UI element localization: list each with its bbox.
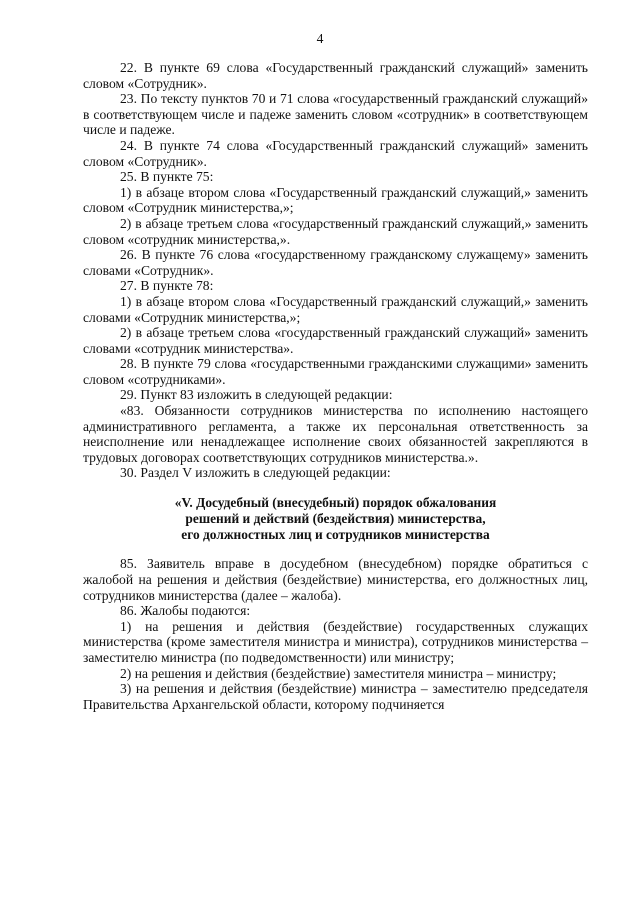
paragraph-27-item-2: 2) в абзаце третьем слова «государственный гражданский служащий» заменить словами «сотрудник министерства». [83, 325, 588, 356]
paragraph-26: 26. В пункте 76 слова «государственному гражданскому служащему» заменить словами «Сотрудник». [83, 247, 588, 278]
paragraph-83-text: «83. Обязанности сотрудников министерства по исполнению настоящего административного регламента, а также их персональная ответственность за неисполнение или ненадлежащее исполнение своих обязанностей закрепляются в трудовых договорах соответствующих сотрудников министерства.». [83, 403, 588, 465]
paragraph-29: 29. Пункт 83 изложить в следующей редакции: [120, 387, 393, 403]
paragraph-85: 85. Заявитель вправе в досудебном (внесудебном) порядке обратиться с жалобой на решения и действия (бездействие) министерства, его должностных лиц, сотрудников министерства (далее – жалоба). [83, 556, 588, 603]
paragraph-22: 22. В пункте 69 слова «Государственный гражданский служащий» заменить словом «Сотрудник». [83, 60, 588, 91]
paragraph-25-item-1: 1) в абзаце втором слова «Государственный гражданский служащий,» заменить словом «Сотрудник министерства,»; [83, 184, 588, 216]
section-heading [83, 495, 588, 542]
paragraph-24: 24. В пункте 74 слова «Государственный гражданский служащий» заменить словом «Сотрудник». [83, 137, 588, 169]
page-number: 4 [316, 31, 324, 46]
paragraph-86: 86. Жалобы подаются: [120, 603, 251, 619]
section-heading-line-3: его должностных лиц и сотрудников министерства [181, 526, 490, 542]
spacer [83, 542, 588, 556]
paragraph-30: 30. Раздел V изложить в следующей редакции: [120, 465, 391, 481]
paragraph-27-item-1: 1) в абзаце втором слова «Государственный гражданский служащий,» заменить словами «Сотрудник министерства,»; [83, 293, 588, 325]
paragraph-86-item-1: 1) на решения и действия (бездействие) государственных служащих министерства (кроме заместителя министра и министра), сотрудников министерства – заместителю министра (по подведомственности) или министру; [83, 618, 588, 665]
paragraph-28: 28. В пункте 79 слова «государственными гражданскими служащими» заменить словом «сотрудниками». [83, 356, 588, 387]
paragraph-25: 25. В пункте 75: [120, 169, 214, 185]
section-heading-line-2: решений и действий (бездействия) министерства, [185, 510, 486, 526]
paragraph-86-item-3: 3) на решения и действия (бездействие) министра – заместителю председателя Правительства Архангельской области, которому подчиняется [83, 681, 588, 712]
spacer [83, 481, 588, 495]
paragraph-23: 23. По тексту пунктов 70 и 71 слова «государственный гражданский служащий» в соответствующем числе и падеже заменить словом «сотрудник» в соответствующем числе и падеже. [83, 91, 588, 138]
paragraph-27: 27. В пункте 78: [120, 278, 214, 294]
document-body [83, 60, 588, 712]
paragraph-86-item-2: 2) на решения и действия (бездействие) заместителя министра – министру; [120, 665, 557, 681]
section-heading-line-1: «V. Досудебный (внесудебный) порядок обжалования [174, 495, 497, 511]
paragraph-25-item-2: 2) в абзаце третьем слова «государственный гражданский служащий,» заменить словом «сотрудник министерства,». [83, 215, 588, 247]
